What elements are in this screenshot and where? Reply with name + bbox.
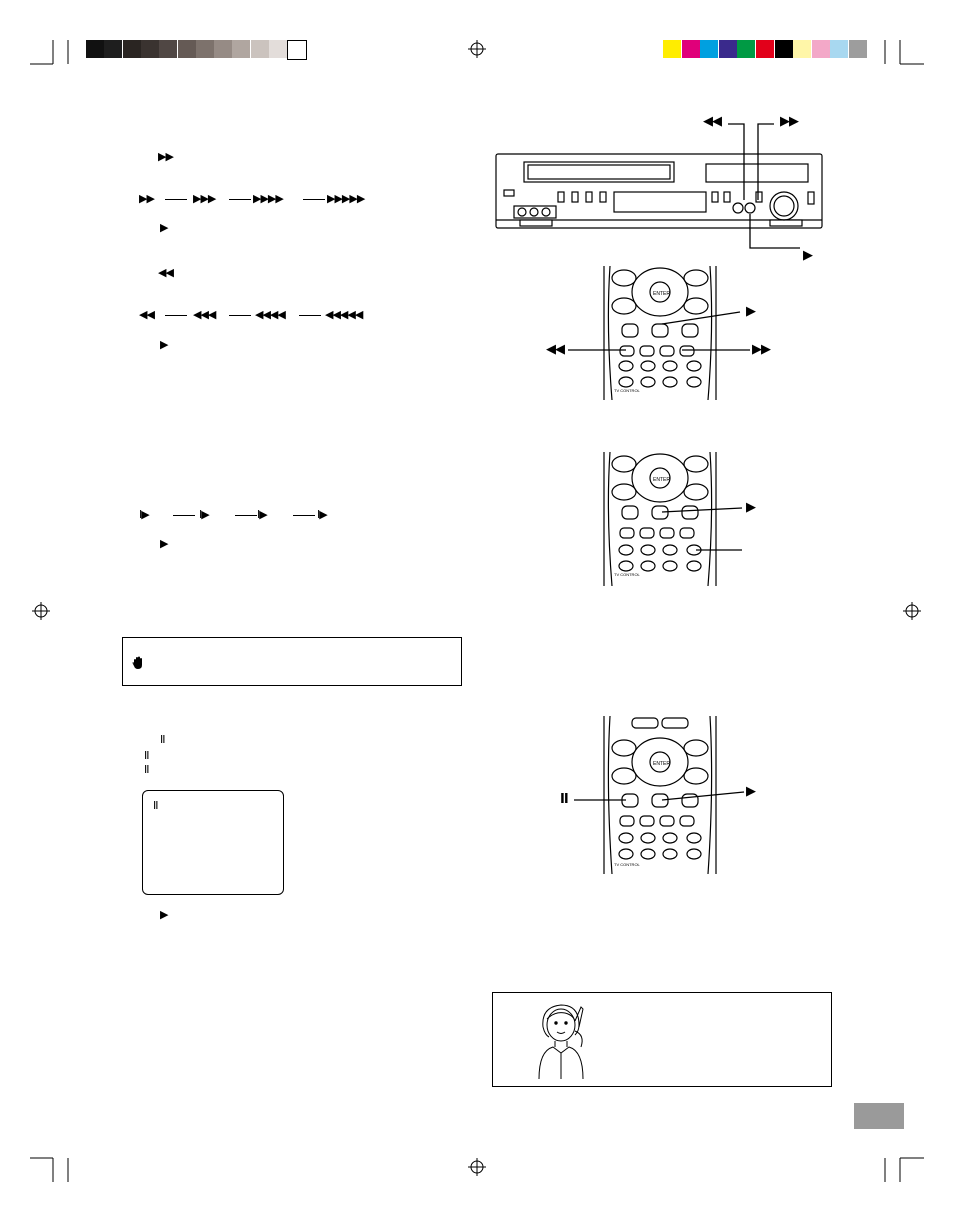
girl-illustration-icon: [535, 1001, 589, 1079]
gray-swatch: [123, 40, 141, 58]
slow-step-3: I▶: [257, 508, 267, 521]
rew-step-4: ◀◀◀◀◀: [325, 308, 363, 321]
process-swatch: [756, 40, 774, 58]
arrow-line: [173, 515, 195, 516]
pause-symbol: II: [144, 749, 149, 762]
gray-swatch: [269, 40, 287, 58]
gray-swatch: [196, 40, 214, 58]
vcr-play-label: ▶: [803, 248, 812, 263]
rew-step-3: ◀◀◀◀: [255, 308, 285, 321]
process-swatch: [663, 40, 681, 58]
ff-sequence: [139, 193, 389, 207]
slow-sequence: [139, 509, 369, 523]
ff-step-1: ▶▶: [139, 192, 154, 205]
arrow-line: [299, 315, 321, 316]
gray-swatch: [104, 40, 122, 58]
arrow-line: [229, 199, 251, 200]
tv-control-label: TV CONTROL: [614, 862, 640, 867]
gray-swatch: [251, 40, 269, 58]
remote-play-label: ▶: [746, 784, 755, 799]
enter-key-label: ENTER: [653, 291, 670, 297]
remote-1-callouts: [540, 266, 780, 400]
registration-mark-bottom: [468, 1158, 486, 1176]
pause-symbol: II: [160, 733, 165, 746]
gray-swatch: [287, 40, 307, 60]
arrow-line: [235, 515, 257, 516]
arrow-line: [165, 315, 187, 316]
registration-mark-left: [32, 602, 50, 620]
remote-play-label: ▶: [746, 304, 755, 319]
process-swatch: [775, 40, 793, 58]
enter-key-label: ENTER: [653, 761, 670, 767]
remote-pause-label: II: [560, 792, 568, 807]
note-box: [492, 992, 832, 1087]
ff-step-3: ▶▶▶▶: [253, 192, 283, 205]
remote-3-callouts: [540, 716, 780, 874]
gray-swatch: [141, 40, 159, 58]
slow-step-1: I▶: [139, 508, 149, 521]
tv-screen-display: [142, 790, 284, 895]
process-swatch: [719, 40, 737, 58]
process-swatch: [737, 40, 755, 58]
ff-step-4: ▶▶▶▶▶: [327, 192, 365, 205]
process-swatch: [849, 40, 867, 58]
gray-swatch: [178, 40, 196, 58]
remote-figure-2: [540, 452, 780, 586]
slow-step-2: I▶: [199, 508, 209, 521]
gray-swatch: [159, 40, 177, 58]
screen-pause-indicator: II: [153, 799, 158, 812]
vcr-panel-figure: [494, 116, 824, 266]
remote-figure-3: [540, 716, 780, 874]
hand-caution-icon: [132, 656, 144, 670]
vcr-ff-label: ▶▶: [780, 114, 798, 129]
ff-symbol: ▶▶: [158, 150, 173, 163]
process-swatch: [700, 40, 718, 58]
play-symbol: ▶: [160, 908, 168, 921]
arrow-line: [293, 515, 315, 516]
registration-mark-right: [903, 602, 921, 620]
vcr-rew-label: ◀◀: [703, 114, 721, 129]
process-swatch: [793, 40, 811, 58]
process-swatch: [812, 40, 830, 58]
gray-swatch: [86, 40, 104, 58]
enter-key-label: ENTER: [653, 477, 670, 483]
tv-control-label: TV CONTROL: [614, 388, 640, 393]
tv-control-label: TV CONTROL: [614, 572, 640, 577]
page-number-tab: [854, 1103, 904, 1129]
remote-figure-1: [540, 266, 780, 400]
registration-mark-top: [468, 40, 486, 58]
arrow-line: [229, 315, 251, 316]
remote-play-label: ▶: [746, 500, 755, 515]
pause-symbol: II: [144, 763, 149, 776]
caution-box: [122, 637, 462, 686]
play-symbol: ▶: [160, 338, 168, 351]
process-swatch: [682, 40, 700, 58]
remote-rew-label: ◀◀: [546, 342, 564, 357]
vcr-unit: [494, 116, 824, 266]
rew-step-2: ◀◀◀: [193, 308, 216, 321]
gray-swatch: [214, 40, 232, 58]
gray-swatch: [232, 40, 250, 58]
remote-ff-label: ▶▶: [752, 342, 770, 357]
arrow-line: [165, 199, 187, 200]
rew-sequence: [139, 309, 389, 323]
slow-step-4: I▶: [317, 508, 327, 521]
rew-symbol: ◀◀: [158, 266, 173, 279]
rew-step-1: ◀◀: [139, 308, 154, 321]
play-symbol: ▶: [160, 221, 168, 234]
ff-step-2: ▶▶▶: [193, 192, 216, 205]
remote-2-callouts: [540, 452, 780, 586]
play-symbol: ▶: [160, 537, 168, 550]
process-swatch: [830, 40, 848, 58]
arrow-line: [303, 199, 325, 200]
